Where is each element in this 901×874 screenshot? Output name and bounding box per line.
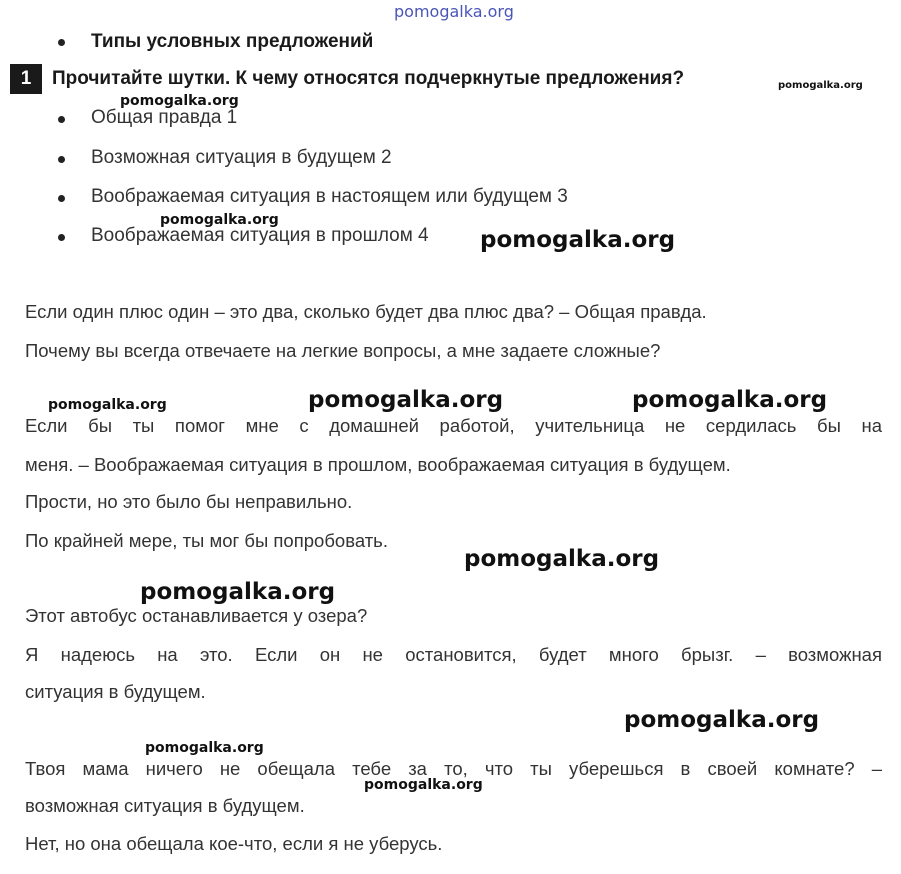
watermark-large: pomogalka.org: [308, 387, 504, 413]
watermark-small: pomogalka.org: [364, 777, 483, 793]
section-heading: Типы условных предложений: [91, 31, 374, 52]
watermark-small: pomogalka.org: [120, 93, 239, 109]
watermark-large: pomogalka.org: [624, 707, 820, 733]
joke-4-line-2: возможная ситуация в будущем.: [25, 795, 305, 816]
bullet-icon: [58, 234, 65, 241]
watermark-top: pomogalka.org: [394, 2, 514, 21]
joke-2-line-1: Если бы ты помог мне с домашней работой, учительница не сердилась бы на: [25, 415, 882, 436]
joke-2-line-3: Прости, но это было бы неправильно.: [25, 491, 353, 512]
category-item: Воображаемая ситуация в настоящем или будущем 3: [91, 186, 568, 207]
bullet-icon: [58, 156, 65, 163]
joke-2-line-2: меня. – Воображаемая ситуация в прошлом, воображаемая ситуация в будущем.: [25, 454, 731, 475]
joke-2-line-4: По крайней мере, ты мог бы попробовать.: [25, 530, 388, 551]
bullet-icon: [58, 195, 65, 202]
watermark-small: pomogalka.org: [48, 397, 167, 413]
watermark-small: pomogalka.org: [145, 740, 264, 756]
category-item: Общая правда 1: [91, 107, 238, 128]
bullet-icon: [58, 116, 65, 123]
category-item: Возможная ситуация в будущем 2: [91, 147, 392, 168]
joke-1-line-2: Почему вы всегда отвечаете на легкие вопросы, а мне задаете сложные?: [25, 340, 661, 361]
watermark-large: pomogalka.org: [480, 227, 676, 253]
joke-4-line-1: Твоя мама ничего не обещала тебе за то, что ты уберешься в своей комнате? –: [25, 758, 882, 779]
joke-3-line-3: ситуация в будущем.: [25, 681, 206, 702]
watermark-large: pomogalka.org: [632, 387, 828, 413]
watermark-large: pomogalka.org: [140, 579, 336, 605]
watermark-small: pomogalka.org: [160, 212, 279, 228]
joke-4-line-3: Нет, но она обещала кое-что, если я не уберусь.: [25, 833, 443, 854]
bullet-icon: [58, 39, 65, 46]
category-item: Воображаемая ситуация в прошлом 4: [91, 225, 429, 246]
joke-1-line-1: Если один плюс один – это два, сколько будет два плюс два? – Общая правда.: [25, 301, 707, 322]
watermark-large: pomogalka.org: [464, 546, 660, 572]
joke-3-line-2: Я надеюсь на это. Если он не остановится, будет много брызг. – возможная: [25, 644, 882, 665]
joke-3-line-1: Этот автобус останавливается у озера?: [25, 605, 368, 626]
exercise-instruction: Прочитайте шутки. К чему относятся подчеркнутые предложения?: [52, 68, 685, 89]
watermark-small: pomogalka.org: [778, 80, 863, 91]
exercise-number-badge: 1: [10, 64, 42, 94]
